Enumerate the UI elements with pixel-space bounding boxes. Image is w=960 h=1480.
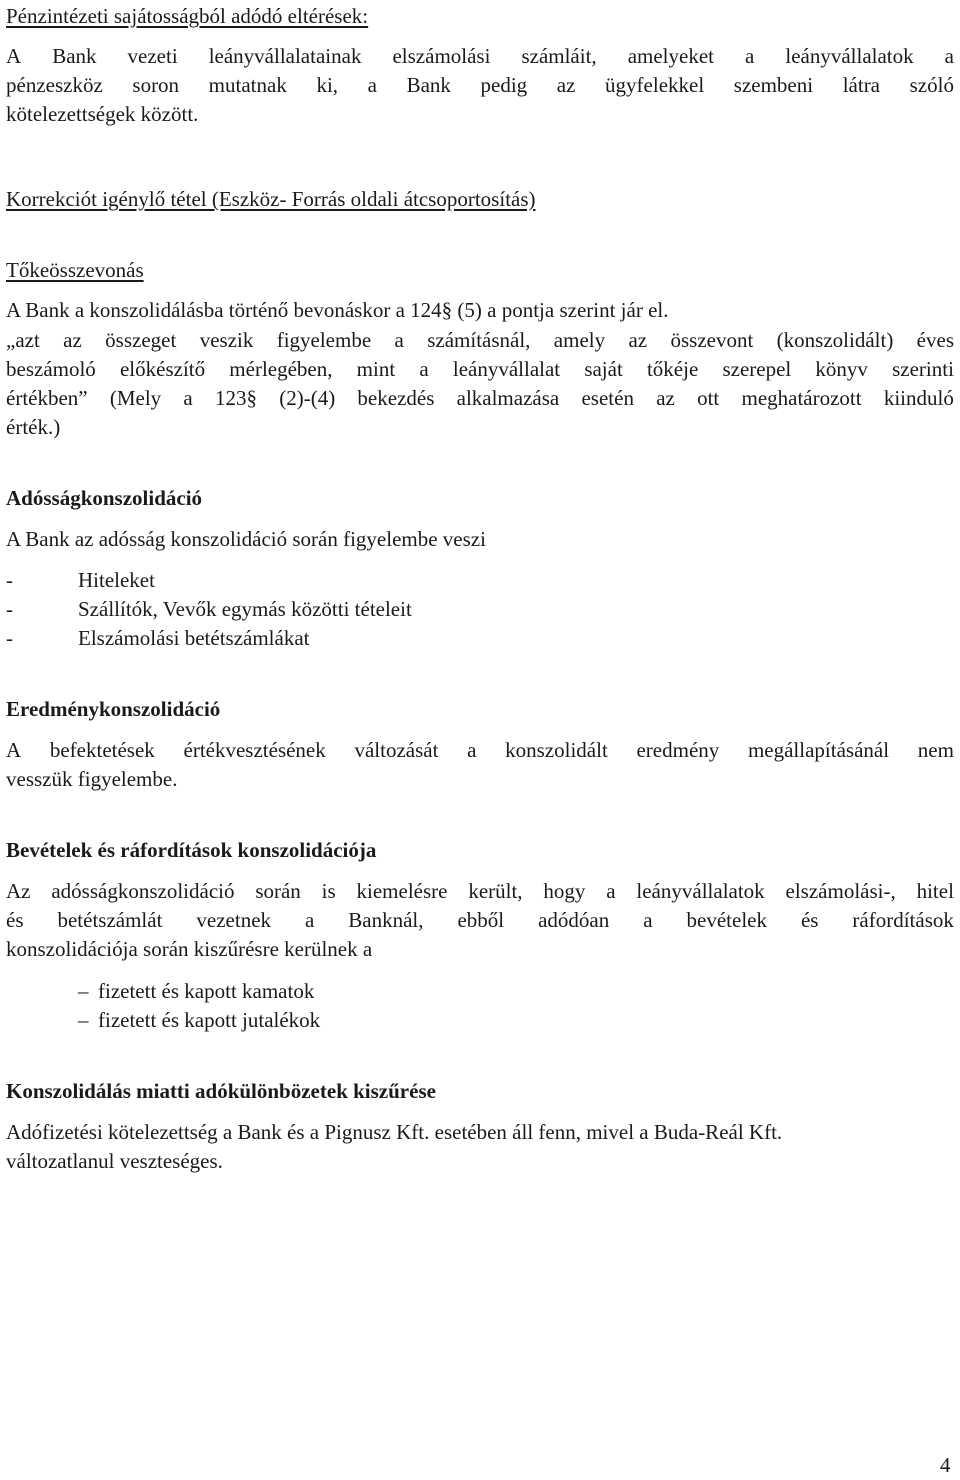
word: hitel xyxy=(916,879,954,903)
word: az xyxy=(556,73,576,97)
word: leányvállalat xyxy=(452,357,561,381)
list-item-text: Szállítók, Vevők egymás közötti tételeit xyxy=(78,597,412,621)
word: meghatározott xyxy=(741,386,862,410)
word: változását xyxy=(354,738,439,762)
word: leányvállalatok xyxy=(785,44,914,68)
word: könyv xyxy=(815,357,868,381)
word: „azt xyxy=(6,328,40,352)
word: pedig xyxy=(480,73,528,97)
word: a xyxy=(606,879,616,903)
list-item xyxy=(6,568,155,592)
bullet-marker: – xyxy=(78,1008,89,1032)
list-item xyxy=(78,979,315,1003)
word: alkalmazása xyxy=(456,386,560,410)
word: elszámolási xyxy=(392,44,491,68)
paragraph-line xyxy=(6,46,954,67)
word: előkészítő xyxy=(119,357,206,381)
word: beszámoló xyxy=(6,357,96,381)
word: elszámolási-, xyxy=(785,879,896,903)
bullet-marker: - xyxy=(6,626,13,650)
word: befektetések xyxy=(49,738,155,762)
paragraph-line xyxy=(6,740,954,761)
word: a xyxy=(367,73,377,97)
word: is xyxy=(321,879,336,903)
word: a xyxy=(467,738,477,762)
section-heading-income-consolidation: Bevételek és ráfordítások konszolidációja xyxy=(6,838,377,862)
word: ügyfelekkel xyxy=(605,73,705,97)
word: szerepel xyxy=(722,357,792,381)
list-item xyxy=(6,597,412,621)
word: számításnál, xyxy=(427,328,531,352)
bullet-marker: – xyxy=(78,979,89,1003)
word: összevont xyxy=(670,328,754,352)
word: leányvállalatok xyxy=(636,879,765,903)
paragraph-line: kötelezettségek között. xyxy=(6,102,199,126)
word: pénzeszköz xyxy=(6,73,103,97)
word: a xyxy=(394,328,404,352)
word: bekezdés xyxy=(357,386,435,410)
word: szerinti xyxy=(892,357,954,381)
word: az xyxy=(628,328,648,352)
word: figyelembe xyxy=(276,328,372,352)
word: leányvállalatainak xyxy=(208,44,362,68)
paragraph-line: érték.) xyxy=(6,415,61,439)
word: került, xyxy=(468,879,523,903)
paragraph-line: A Bank a konszolidálásba történő bevonáskor a 124§ (5) a pontja szerint jár el. xyxy=(6,298,669,322)
word: szóló xyxy=(909,73,954,97)
word: esetén xyxy=(581,386,634,410)
paragraph-line xyxy=(6,881,954,902)
word: és xyxy=(800,908,819,932)
word: adósságkonszolidáció xyxy=(51,879,235,903)
paragraph-line: változatlanul veszteséges. xyxy=(6,1149,223,1173)
paragraph-line: vesszük figyelembe. xyxy=(6,767,178,791)
list-item xyxy=(6,626,310,650)
paragraph-line: Adófizetési kötelezettség a Bank és a Pignusz Kft. esetében áll fenn, mivel a Buda-Reál Kft. xyxy=(6,1120,783,1144)
word: A xyxy=(6,44,22,68)
word: összeget xyxy=(105,328,177,352)
word: során xyxy=(255,879,301,903)
word: (konszolidált) xyxy=(776,328,894,352)
list-item-text: fizetett és kapott jutalékok xyxy=(98,1008,321,1032)
section-heading-capital-consolidation: Tőkeösszevonás xyxy=(6,258,144,282)
word: kiemelésre xyxy=(356,879,448,903)
word: a xyxy=(183,386,193,410)
word: megállapításánál xyxy=(747,738,890,762)
word: Banknál, xyxy=(348,908,424,932)
word: vezetnek xyxy=(196,908,272,932)
word: mérlegében, xyxy=(229,357,333,381)
paragraph-line xyxy=(6,359,954,380)
word: soron xyxy=(132,73,180,97)
paragraph-line: konszolidációja során kiszűrésre kerülnek a xyxy=(6,937,373,961)
section-heading-debt-consolidation: Adósságkonszolidáció xyxy=(6,486,203,510)
word: a xyxy=(643,908,653,932)
word: tőkéje xyxy=(646,357,699,381)
word: eredmény xyxy=(636,738,720,762)
section-heading-result-consolidation: Eredménykonszolidáció xyxy=(6,697,221,721)
word: 123§ xyxy=(214,386,257,410)
page-number: 4 xyxy=(940,1453,951,1477)
word: szembeni xyxy=(733,73,814,97)
word: Bank xyxy=(406,73,451,97)
section-heading-correction: Korrekciót igénylő tétel (Eszköz- Forrás oldali átcsoportosítás) xyxy=(6,187,536,211)
word: saját xyxy=(584,357,623,381)
word: éves xyxy=(916,328,954,352)
word: (2)-(4) xyxy=(279,386,336,410)
word: ott xyxy=(697,386,720,410)
word: ebből xyxy=(457,908,505,932)
word: nem xyxy=(917,738,954,762)
word: a xyxy=(944,44,954,68)
section-heading-differences: Pénzintézeti sajátosságból adódó eltérések: xyxy=(6,4,369,28)
word: hogy xyxy=(543,879,586,903)
word: betétszámlát xyxy=(57,908,163,932)
word: látra xyxy=(842,73,881,97)
word: vezeti xyxy=(127,44,178,68)
word: amely xyxy=(553,328,606,352)
word: veszik xyxy=(199,328,254,352)
word: Az xyxy=(6,879,31,903)
word: mint xyxy=(356,357,396,381)
list-item xyxy=(78,1008,321,1032)
list-item-text: Elszámolási betétszámlákat xyxy=(78,626,310,650)
word: ki, xyxy=(316,73,339,97)
word: értékben” xyxy=(6,386,88,410)
paragraph-line xyxy=(6,330,954,351)
word: mutatnak xyxy=(208,73,287,97)
paragraph-line xyxy=(6,910,954,931)
paragraph-line: A Bank az adósság konszolidáció során figyelembe veszi xyxy=(6,527,486,551)
paragraph-line xyxy=(6,75,954,96)
word: az xyxy=(656,386,675,410)
word: a xyxy=(304,908,315,932)
word: a xyxy=(745,44,755,68)
bullet-marker: - xyxy=(6,597,13,621)
word: számláit, xyxy=(521,44,597,68)
paragraph-line xyxy=(6,388,954,409)
word: adódóan xyxy=(538,908,610,932)
word: a xyxy=(419,357,429,381)
word: és xyxy=(6,908,24,932)
word: Bank xyxy=(52,44,97,68)
word: értékvesztésének xyxy=(183,738,326,762)
word: amelyeket xyxy=(627,44,714,68)
word: bevételek xyxy=(686,908,767,932)
word: ráfordítások xyxy=(852,908,954,932)
word: kiinduló xyxy=(883,386,954,410)
word: A xyxy=(6,738,22,762)
word: (Mely xyxy=(109,386,162,410)
bullet-marker: - xyxy=(6,568,13,592)
word: az xyxy=(63,328,82,352)
word: konszolidált xyxy=(505,738,608,762)
list-item-text: Hiteleket xyxy=(78,568,155,592)
section-heading-tax-differences: Konszolidálás miatti adókülönbözetek kiszűrése xyxy=(6,1079,436,1103)
list-item-text: fizetett és kapott kamatok xyxy=(98,979,315,1003)
